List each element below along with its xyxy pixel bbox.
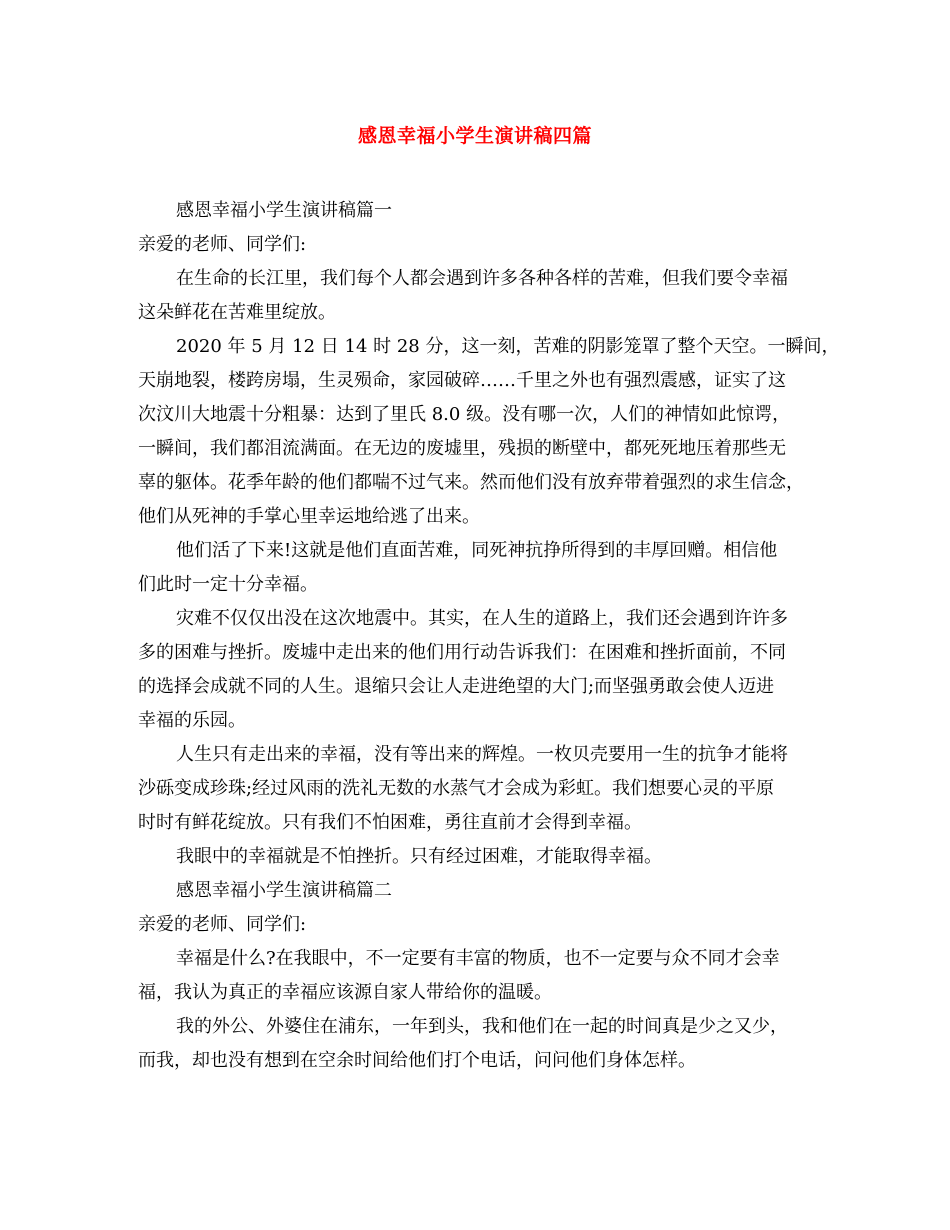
text-line: 他们从死神的手掌心里幸运地给逃了出来。 — [138, 506, 480, 527]
text-line: 感恩幸福小学生演讲稿篇二 — [176, 880, 392, 901]
text-line: 这朵鲜花在苦难里绽放。 — [138, 302, 336, 323]
text-line: 一瞬间，我们都泪流满面。在无边的废墟里，残损的断壁中，都死死地压着那些无 — [138, 438, 786, 459]
text-line: 2020 年 5 月 12 日 14 时 28 分，这一刻，苦难的阴影笼罩了整个天空。一瞬间， — [176, 336, 840, 357]
text-line: 幸福的乐园。 — [138, 710, 246, 731]
text-line: 次汶川大地震十分粗暴：达到了里氏 8.0 级。没有哪一次，人们的神情如此惊谔， — [138, 404, 791, 425]
text-line: 们此时一定十分幸福。 — [138, 574, 318, 595]
text-line: 沙砾变成珍珠;经过风雨的洗礼无数的水蒸气才会成为彩虹。我们想要心灵的平原 — [138, 778, 775, 799]
text-line: 亲爱的老师、同学们: — [138, 234, 307, 255]
document-title: 感恩幸福小学生演讲稿四篇 — [357, 125, 592, 147]
text-line: 幸福是什么?在我眼中，不一定要有丰富的物质，也不一定要与众不同才会幸 — [176, 948, 780, 969]
text-line: 他们活了下来!这就是他们直面苦难，同死神抗挣所得到的丰厚回赠。相信他 — [176, 540, 778, 561]
text-line: 天崩地裂，楼跨房塌，生灵殒命，家园破碎……千里之外也有强烈震感，证实了这 — [138, 370, 786, 391]
text-line: 辜的躯体。花季年龄的他们都喘不过气来。然而他们没有放弃带着强烈的求生信念， — [138, 472, 804, 493]
document-body — [138, 194, 840, 1078]
text-line: 我的外公、外婆住在浦东，一年到头，我和他们在一起的时间真是少之又少， — [176, 1016, 788, 1037]
text-line: 而我，却也没有想到在空余时间给他们打个电话，问问他们身体怎样。 — [138, 1050, 696, 1071]
text-line: 感恩幸福小学生演讲稿篇一 — [176, 200, 392, 221]
text-line: 的选择会成就不同的人生。退缩只会让人走进绝望的大门;而坚强勇敢会使人迈进 — [138, 676, 775, 697]
text-line: 灾难不仅仅出没在这次地震中。其实，在人生的道路上，我们还会遇到许许多 — [176, 608, 788, 629]
text-line: 时时有鲜花绽放。只有我们不怕困难，勇往直前才会得到幸福。 — [138, 812, 642, 833]
text-line: 人生只有走出来的幸福，没有等出来的辉煌。一枚贝壳要用一生的抗争才能将 — [176, 744, 788, 765]
text-line: 我眼中的幸福就是不怕挫折。只有经过困难，才能取得幸福。 — [176, 846, 662, 867]
text-line: 福，我认为真正的幸福应该源自家人带给你的温暖。 — [138, 982, 552, 1003]
text-line: 亲爱的老师、同学们: — [138, 914, 307, 935]
text-line: 多的困难与挫折。废墟中走出来的他们用行动告诉我们：在困难和挫折面前，不同 — [138, 642, 786, 663]
text-line: 在生命的长江里，我们每个人都会遇到许多各种各样的苦难，但我们要令幸福 — [176, 268, 788, 289]
